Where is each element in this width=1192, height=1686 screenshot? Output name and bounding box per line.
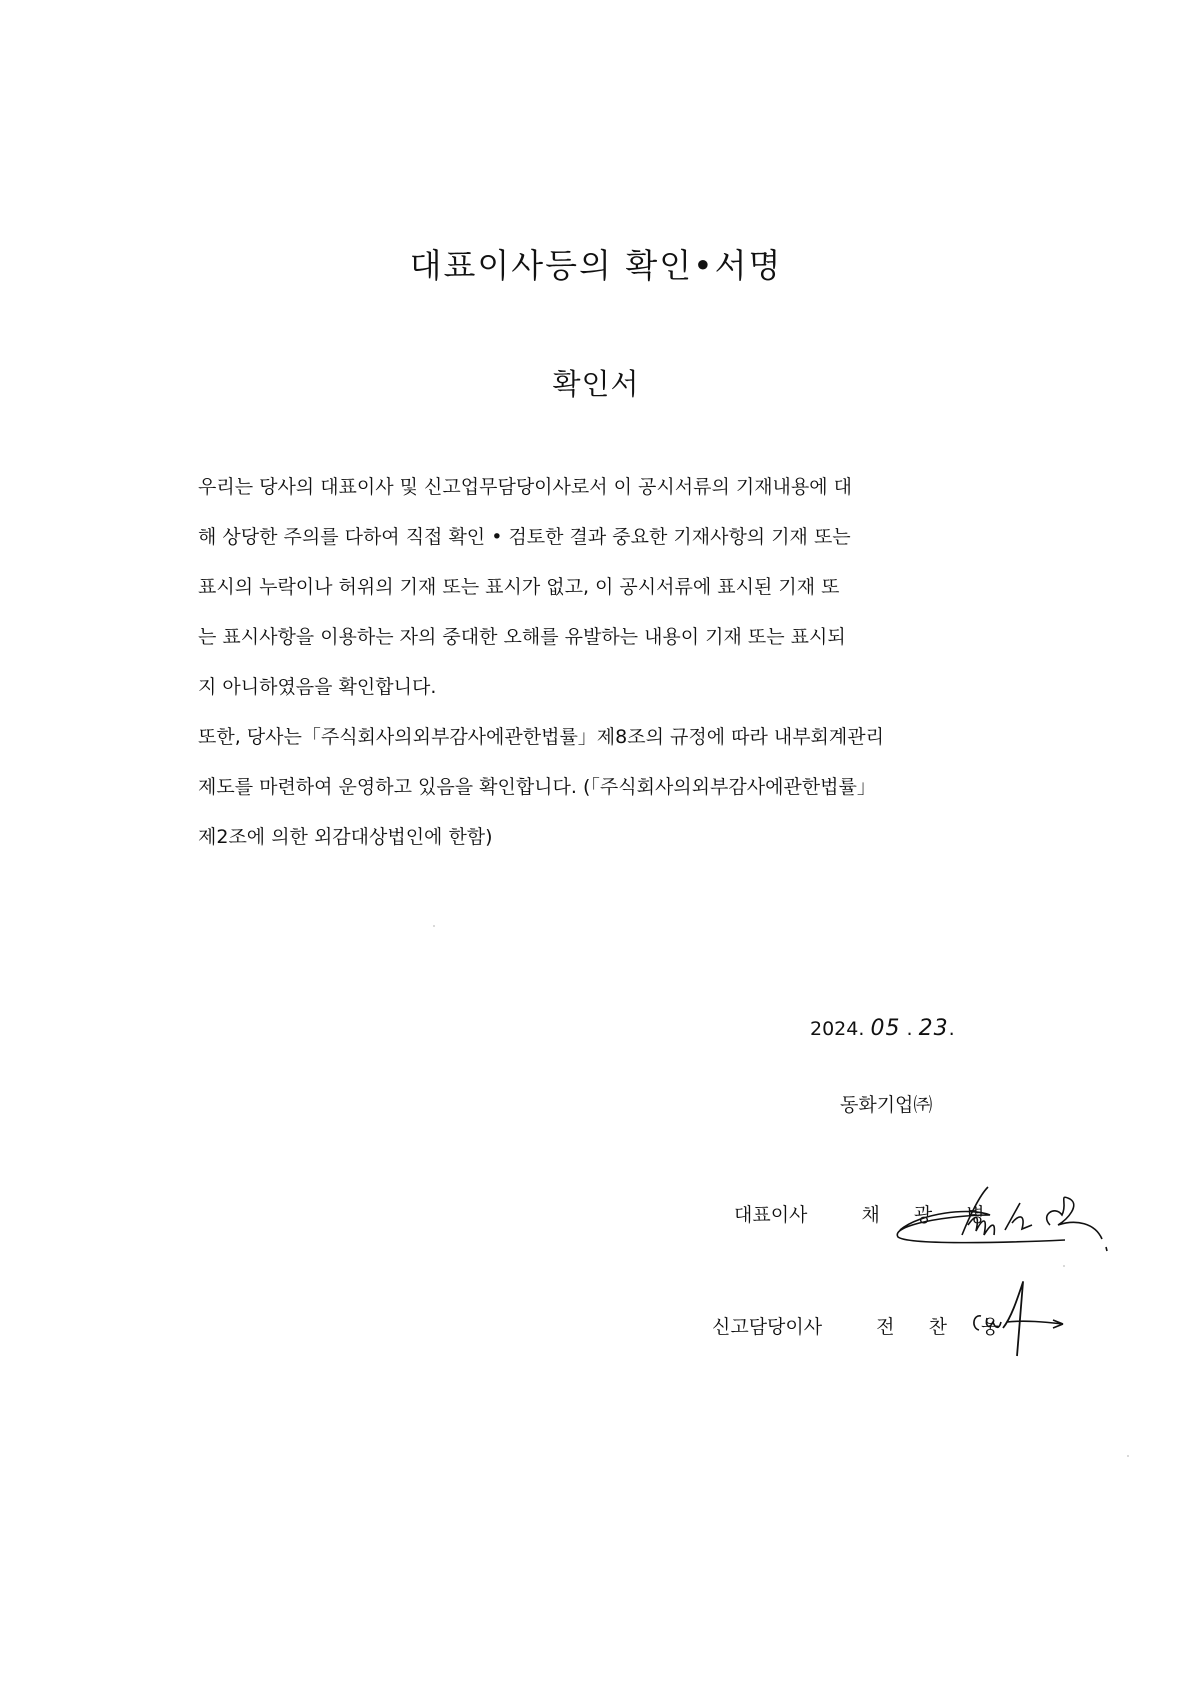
body-line: 해 상당한 주의를 다하여 직접 확인 • 검토한 결과 중요한 기재사항의 기재 또는	[198, 526, 851, 548]
scan-speck	[433, 925, 435, 927]
date-year: 2024.	[810, 1018, 865, 1040]
filing-officer-signature-icon	[965, 1278, 1080, 1358]
body-line: 지 아니하였음을 확인합니다.	[198, 676, 437, 698]
company-name: 동화기업㈜	[840, 1094, 933, 1116]
date-day-handwritten: 23	[918, 1016, 949, 1041]
document-subtitle: 확인서	[552, 367, 640, 401]
signer-role: 대표이사	[734, 1204, 808, 1226]
scan-speck	[1063, 1265, 1065, 1267]
signer-role: 신고담당이사	[712, 1316, 823, 1338]
body-line: 제도를 마련하여 운영하고 있음을 확인합니다. (「주식회사의외부감사에관한법률」	[198, 776, 876, 798]
confirmation-body	[198, 462, 1018, 862]
document-title: 대표이사등의 확인•서명	[409, 246, 783, 285]
signer-name: 전 찬 웅	[876, 1316, 1014, 1338]
scan-speck	[1127, 1455, 1129, 1457]
body-line: 표시의 누락이나 허위의 기재 또는 표시가 없고, 이 공시서류에 표시된 기재 또	[198, 576, 840, 598]
signing-date	[810, 1016, 955, 1041]
ceo-signature-icon	[880, 1185, 1120, 1255]
date-end: .	[948, 1018, 955, 1040]
body-line: 우리는 당사의 대표이사 및 신고업무담당이사로서 이 공시서류의 기재내용에 대	[198, 476, 853, 498]
date-separator: .	[906, 1018, 913, 1040]
signer-name: 채 광 병	[861, 1204, 999, 1226]
date-month-handwritten: 05	[870, 1016, 901, 1041]
body-line: 는 표시사항을 이용하는 자의 중대한 오해를 유발하는 내용이 기재 또는 표시되	[198, 626, 846, 648]
body-line: 또한, 당사는「주식회사의외부감사에관한법률」제8조의 규정에 따라 내부회계관리	[198, 726, 884, 748]
body-line: 제2조에 의한 외감대상법인에 한함)	[198, 826, 493, 848]
